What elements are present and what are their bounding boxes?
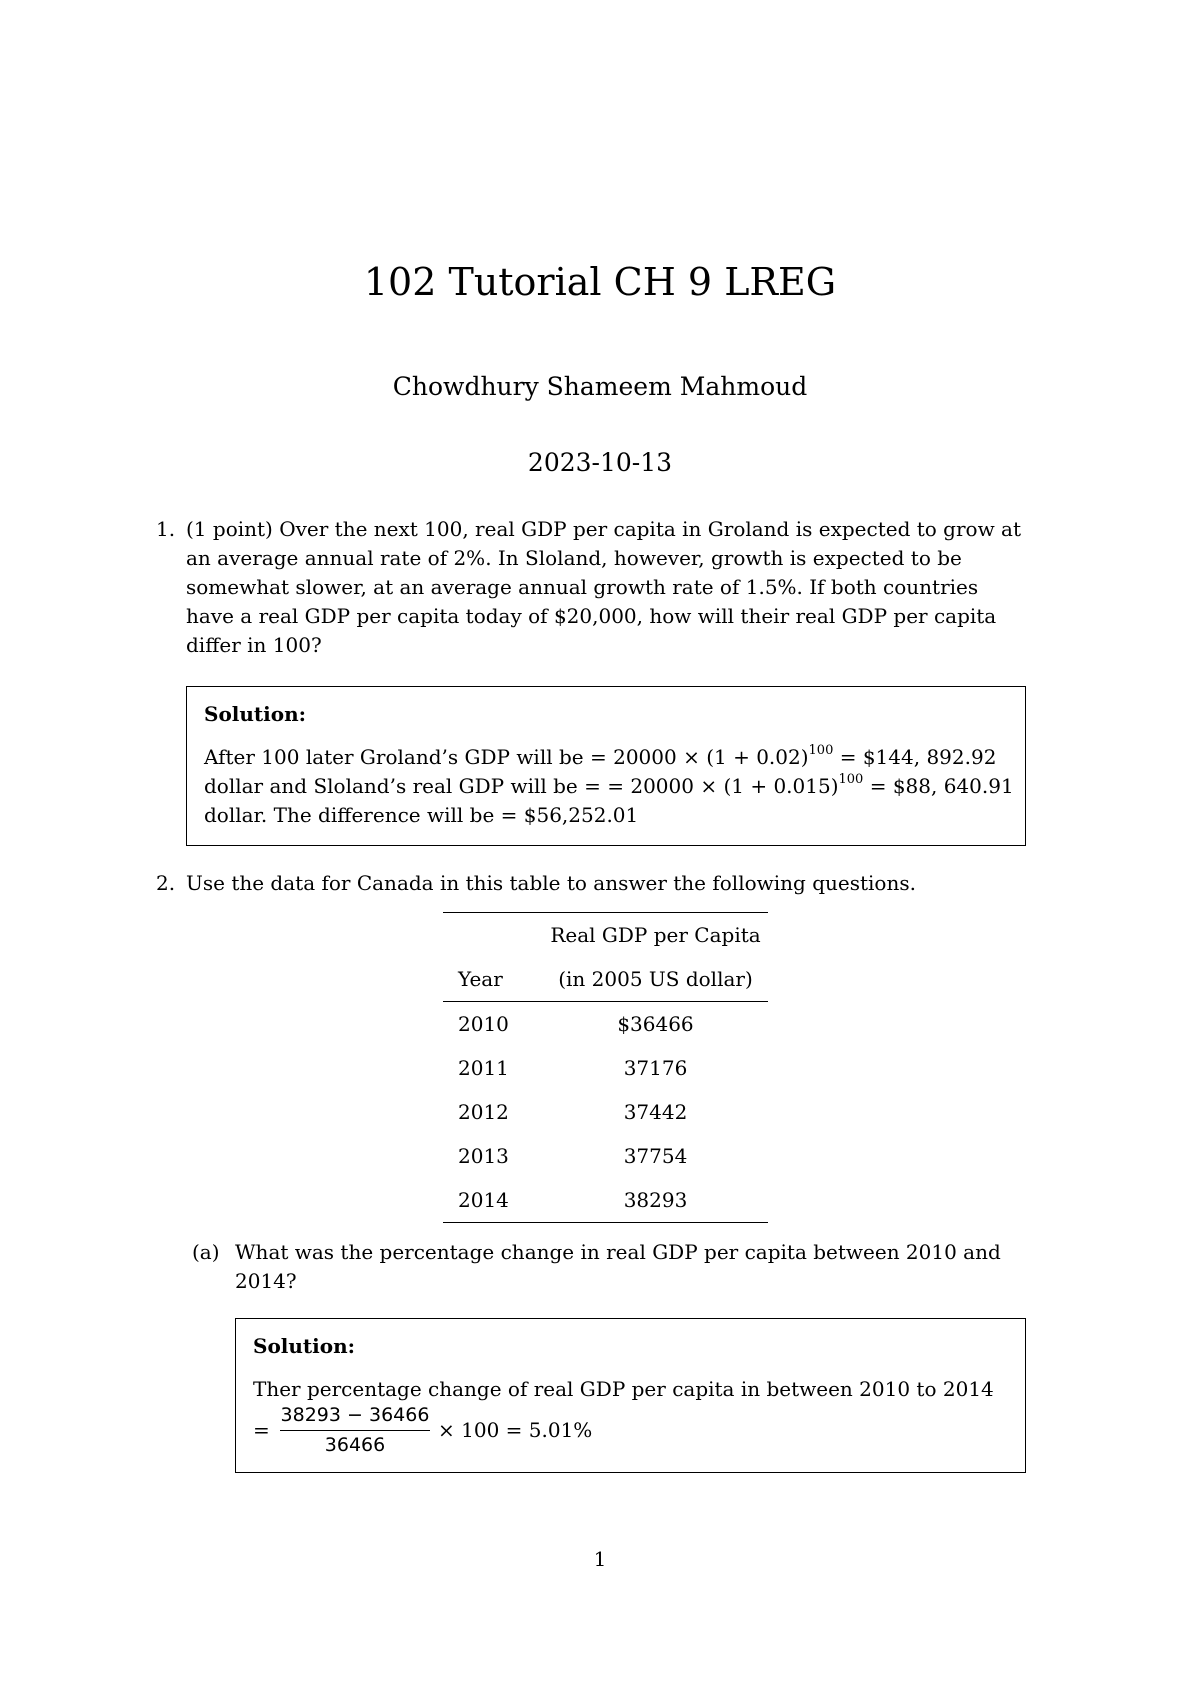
table-row xyxy=(443,1002,768,1047)
table-cell-value: 37442 xyxy=(623,1100,688,1124)
solution-heading: Solution: xyxy=(204,702,307,726)
fraction xyxy=(280,1401,430,1460)
part-a-label: (a) xyxy=(192,1240,220,1264)
table-cell-year: 2013 xyxy=(458,1144,509,1168)
table-cell-value: 37176 xyxy=(623,1056,688,1080)
table-header-year: Year xyxy=(443,957,543,1002)
part-a-solution-box xyxy=(235,1318,1026,1473)
solution-line-2-result: = $88, 640.91 xyxy=(863,774,1014,798)
equation-result: × 100 = 5.01% xyxy=(438,1418,593,1442)
solution-heading: Solution: xyxy=(253,1334,356,1358)
question-1-text: (1 point) Over the next 100, real GDP per capita in Groland is expected to grow at an average annual rate of 2%. In Sloland, however, growth is expected to be somewhat slower, at an average annual growth rate of 1.5%. If both countries have a real GDP per capita today of $20,000, how will their real GDP per capita differ in 100? xyxy=(186,517,1021,657)
question-1-number: 1. xyxy=(156,517,176,541)
table-cell-value: 38293 xyxy=(623,1188,688,1212)
gdp-table xyxy=(443,912,768,1223)
solution-line-1-text: After 100 later Groland’s GDP will be = 20000 × (1 + 0.02) xyxy=(204,745,809,769)
document-title: 102 Tutorial CH 9 LREG xyxy=(363,260,837,304)
question-1-solution-body xyxy=(204,743,1014,830)
part-a-text: What was the percentage change in real GDP per capita between 2010 and 2014? xyxy=(235,1240,1001,1293)
table-cell-year: 2012 xyxy=(458,1100,509,1124)
document-date: 2023-10-13 xyxy=(527,448,673,477)
exponent: 100 xyxy=(838,772,864,788)
equals-sign: = xyxy=(253,1418,270,1442)
table-header-top: Real GDP per Capita xyxy=(550,923,761,947)
fraction-numerator: 38293 − 36466 xyxy=(280,1404,430,1426)
fraction-denominator: 36466 xyxy=(324,1434,386,1456)
table-row xyxy=(443,1090,768,1134)
page-number: 1 xyxy=(593,1547,607,1571)
solution-line-2-text: dollar and Sloland’s real GDP will be = = 20000 × (1 + 0.015) xyxy=(204,774,839,798)
solution-line-3: dollar. The difference will be = $56,252.01 xyxy=(204,803,639,827)
table-cell-year: 2011 xyxy=(458,1056,509,1080)
question-2-text: Use the data for Canada in this table to answer the following questions. xyxy=(186,871,916,895)
table-header-empty xyxy=(443,913,543,958)
table-row xyxy=(443,1178,768,1223)
solution-line-1: Ther percentage change of real GDP per capita in between 2010 to 2014 xyxy=(253,1377,994,1401)
question-2-number: 2. xyxy=(156,871,176,895)
exponent: 100 xyxy=(808,743,834,759)
solution-line-1 xyxy=(204,743,1014,772)
table-row xyxy=(443,1134,768,1178)
solution-line-2 xyxy=(204,772,1014,801)
table-cell-value: $36466 xyxy=(617,1012,694,1036)
solution-line-1-result: = $144, 892.92 xyxy=(833,745,997,769)
table-header-value: (in 2005 US dollar) xyxy=(543,957,768,1002)
document-author: Chowdhury Shameem Mahmoud xyxy=(392,372,808,401)
table-row xyxy=(443,1046,768,1090)
table-cell-year: 2014 xyxy=(458,1188,509,1212)
table-cell-value: 37754 xyxy=(623,1144,688,1168)
table-cell-year: 2010 xyxy=(458,1012,509,1036)
question-1-solution-box xyxy=(186,686,1026,846)
